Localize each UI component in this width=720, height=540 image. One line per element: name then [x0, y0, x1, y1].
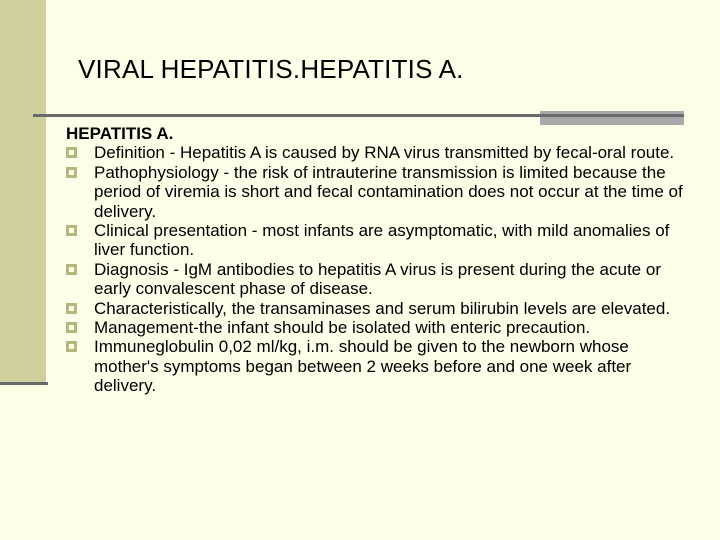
slide-title: VIRAL HEPATITIS.HEPATITIS A. — [78, 54, 464, 84]
square-bullet-icon — [66, 341, 77, 352]
square-bullet-icon — [66, 147, 77, 158]
bullet-text: Immuneglobulin 0,02 ml/kg, i.m. should be given to the newborn whose mother's symptoms began between 2 weeks before and one week after delivery. — [94, 337, 632, 396]
square-bullet-icon — [66, 225, 77, 236]
bullet-item-immuneglobulin — [66, 337, 696, 395]
bullet-item-definition — [66, 143, 696, 162]
bullet-text: Clinical presentation - most infants are asymptomatic, with mild anomalies of liver function. — [94, 221, 670, 260]
bullet-item-management — [66, 318, 696, 337]
bullet-text: Definition - Hepatitis A is caused by RNA virus transmitted by fecal-oral route. — [94, 143, 675, 163]
title-rule-accent — [540, 111, 684, 125]
bullet-text: Characteristically, the transaminases and serum bilirubin levels are elevated. — [94, 298, 671, 318]
square-bullet-icon — [66, 167, 77, 178]
bullet-item-clinical-presentation — [66, 221, 696, 260]
bullet-list — [66, 143, 696, 395]
bullet-text: Management-the infant should be isolated with enteric precaution. — [94, 318, 591, 338]
square-bullet-icon — [66, 303, 77, 314]
square-bullet-icon — [66, 264, 77, 275]
bullet-item-diagnosis — [66, 260, 696, 299]
bullet-text: Pathophysiology - the risk of intrauterine transmission is limited because the period of viremia is short and fecal contamination does not occur at the time of delivery. — [94, 162, 683, 221]
side-band — [0, 0, 46, 382]
bullet-text: Diagnosis - IgM antibodies to hepatitis A virus is present during the acute or early convalescent phase of disease. — [94, 259, 661, 299]
side-divider — [0, 382, 48, 385]
square-bullet-icon — [66, 322, 77, 333]
content-heading: HEPATITIS A. — [66, 124, 174, 143]
slide-content — [66, 124, 696, 396]
bullet-item-characteristics — [66, 299, 696, 318]
bullet-item-pathophysiology — [66, 163, 696, 221]
